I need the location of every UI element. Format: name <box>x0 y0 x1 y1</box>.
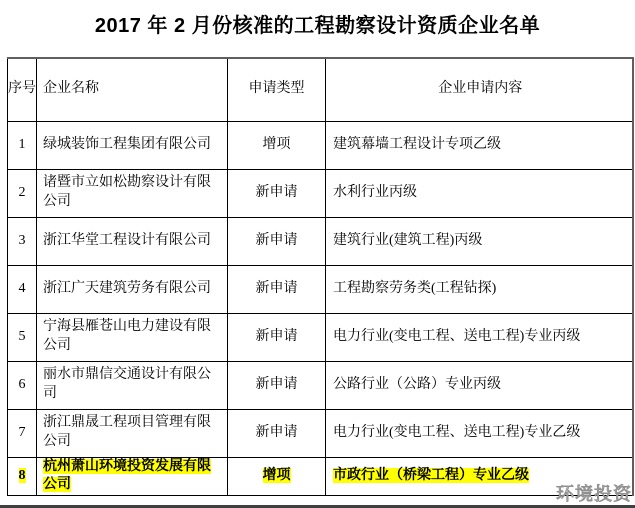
cell-name: 浙江广天建筑劳务有限公司 <box>37 265 228 313</box>
cell-name: 丽水市鼎信交通设计有限公司 <box>37 361 228 409</box>
cell-content: 水利行业丙级 <box>326 169 633 217</box>
table-row <box>8 265 633 313</box>
table-row <box>8 313 633 361</box>
table-row <box>8 361 633 409</box>
cell-type: 新申请 <box>228 217 326 265</box>
watermark: 环境投资 <box>556 484 632 504</box>
header-cell-no: 序号 <box>8 58 37 121</box>
table-row <box>8 121 633 169</box>
cell-no: 7 <box>8 409 37 457</box>
cell-type: 新申请 <box>228 361 326 409</box>
cell-content: 市政行业（桥梁工程）专业乙级 <box>326 457 633 496</box>
cell-name: 浙江华堂工程设计有限公司 <box>37 217 228 265</box>
cell-type: 增项 <box>228 457 326 496</box>
table-row <box>8 217 633 265</box>
cell-content: 建筑幕墙工程设计专项乙级 <box>326 121 633 169</box>
cell-type: 新申请 <box>228 313 326 361</box>
table-header <box>8 58 633 121</box>
cell-type: 新申请 <box>228 265 326 313</box>
cell-no: 1 <box>8 121 37 169</box>
cell-name: 绿城装饰工程集团有限公司 <box>37 121 228 169</box>
cell-no: 4 <box>8 265 37 313</box>
header-cell-type: 申请类型 <box>228 58 326 121</box>
cell-no: 2 <box>8 169 37 217</box>
cell-name: 杭州萧山环境投资发展有限公司 <box>37 457 228 496</box>
cell-no: 3 <box>8 217 37 265</box>
cell-type: 增项 <box>228 121 326 169</box>
table-row <box>8 409 633 457</box>
page-title: 2017 年 2 月份核准的工程勘察设计资质企业名单 <box>94 15 541 37</box>
cell-name: 浙江鼎晟工程项目管理有限公司 <box>37 409 228 457</box>
table-row <box>8 169 633 217</box>
cell-content: 公路行业（公路）专业丙级 <box>326 361 633 409</box>
header-cell-content: 企业申请内容 <box>326 58 633 121</box>
cell-type: 新申请 <box>228 169 326 217</box>
header-cell-name: 企业名称 <box>37 58 228 121</box>
header-row <box>8 58 633 121</box>
cell-no: 8 <box>8 457 37 496</box>
cell-name: 诸暨市立如松勘察设计有限公司 <box>37 169 228 217</box>
cell-no: 5 <box>8 313 37 361</box>
cell-content: 电力行业(变电工程、送电工程)专业乙级 <box>326 409 633 457</box>
cell-no: 6 <box>8 361 37 409</box>
cell-content: 工程勘察劳务类(工程钻探) <box>326 265 633 313</box>
cell-content: 建筑行业(建筑工程)丙级 <box>326 217 633 265</box>
cell-name: 宁海县雁苍山电力建设有限公司 <box>37 313 228 361</box>
table-row <box>8 457 633 496</box>
table-body <box>8 121 633 496</box>
cell-content: 电力行业(变电工程、送电工程)专业丙级 <box>326 313 633 361</box>
cell-type: 新申请 <box>228 409 326 457</box>
approval-table <box>7 57 634 496</box>
